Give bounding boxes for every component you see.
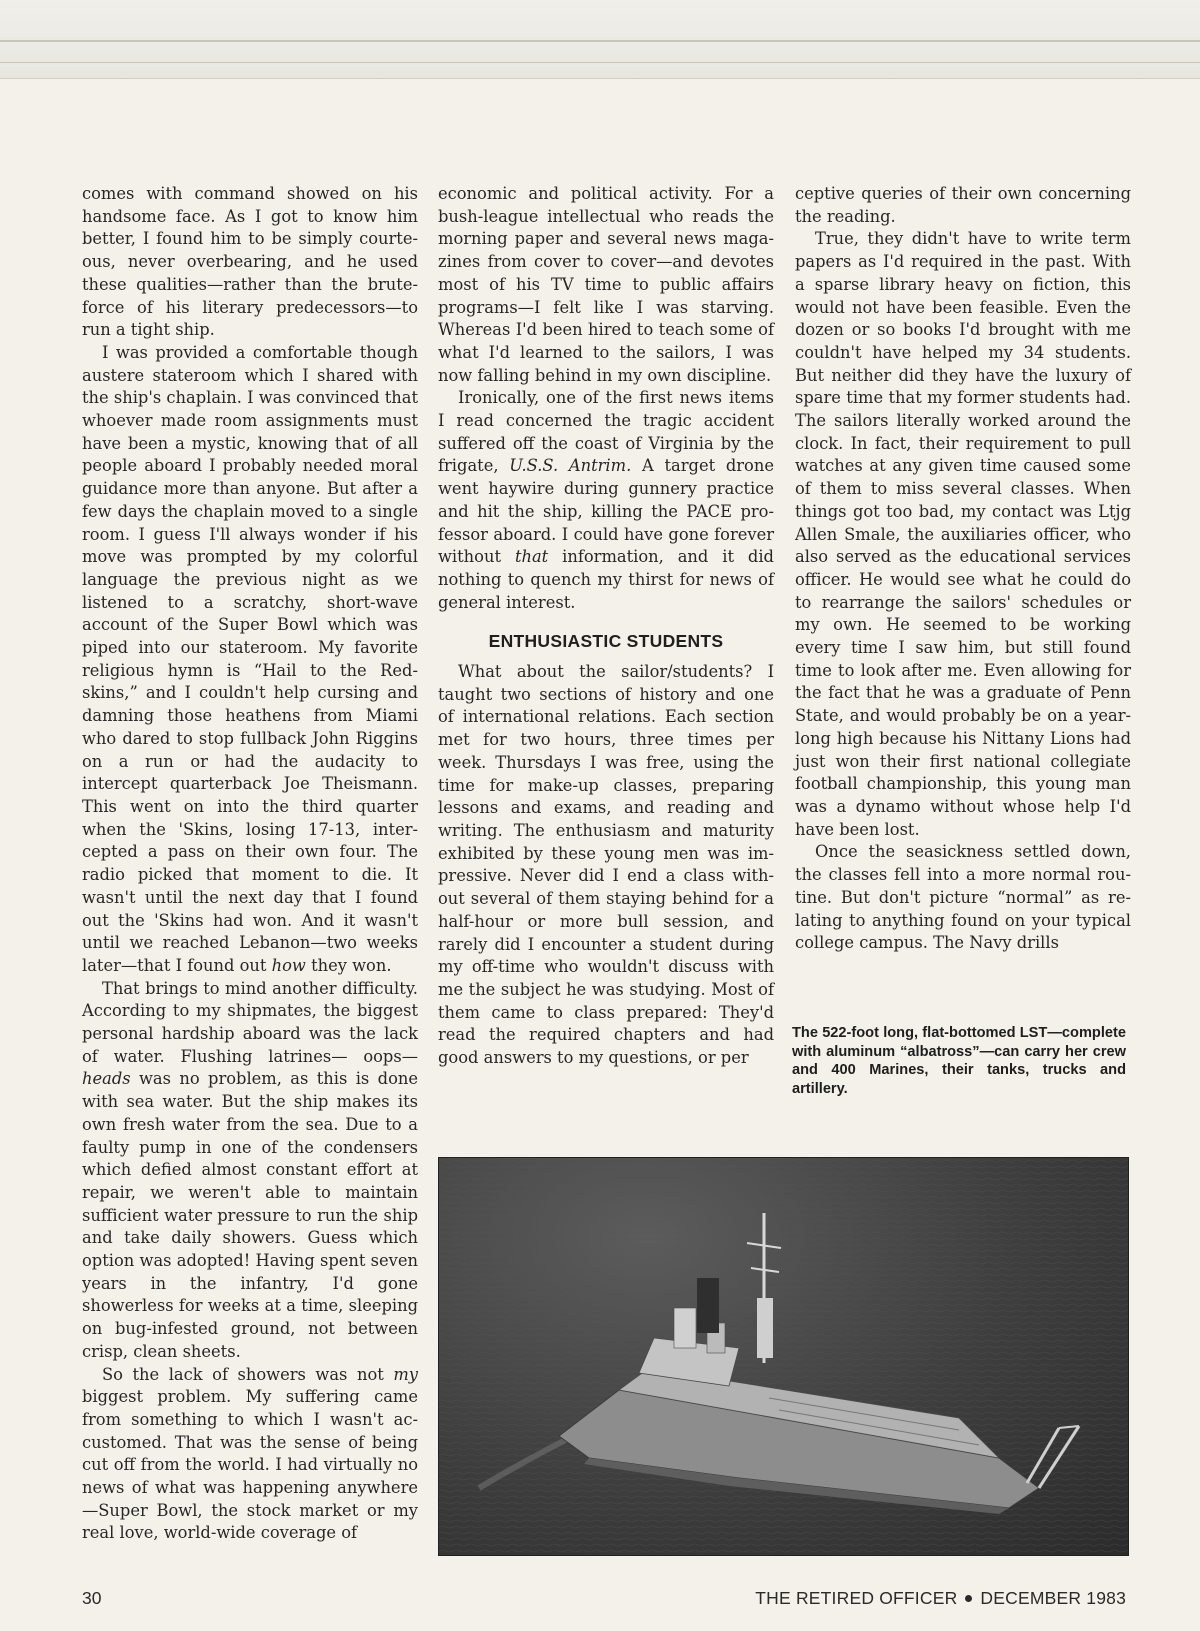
ship-photo bbox=[438, 1157, 1129, 1556]
bullet-icon bbox=[965, 1595, 972, 1602]
top-rule bbox=[0, 40, 1200, 42]
publication-name: THE RETIRED OFFICER bbox=[755, 1588, 958, 1608]
paragraph: True, they didn't have to write term papers as I'd required in the past. With a sparse library heavy on fiction, this would not have been feasible. Even the dozen or so books I'd brought with me couldn't have helped my 34 students. But neither did they have the luxury of spare time that my former students had. The sailors literally worked around the clock. In fact, their requirement to pull watches at any given time caused some of them to miss several classes. When things got too bad, my contact was Ltjg Allen Smale, the auxiliaries officer, who also served as the educational services officer. He would see what he could do to rearrange the sailors' schedules or my own. He seemed to be working every time I saw him, but still found time to look after me. Even allowing for the fact that he was a graduate of Penn State, and would probably be on a year-long high because his Nittany Lions had just won their first national collegiate football championship, this young man was a dynamo without whose help I'd have been lost. bbox=[795, 229, 1131, 839]
lst-ship-illustration bbox=[439, 1158, 1128, 1555]
paragraph: Ironically, one of the first news items I read concerned the tragic accident suffered off the coast of Virginia by the frigate, U.S.S. Antrim. A target drone went haywire during gunnery practice and hit the ship, killing the PACE professor aboard. I could have gone forever without that information, and it did nothing to quench my thirst for news of general interest. bbox=[438, 388, 774, 612]
photo-caption: The 522-foot long, flat-bottomed LST—complete with aluminum “albatross”—can carry her crew and 400 Marines, their tanks, trucks and artillery. bbox=[792, 1025, 1126, 1097]
article-column-1 bbox=[82, 183, 418, 1545]
paragraph: Once the seasickness settled down, the classes fell into a more normal routine. But don't picture “normal” as relating to anything found on your typical college campus. The Navy drills bbox=[795, 842, 1131, 953]
article-column-3 bbox=[795, 183, 1131, 955]
running-footer bbox=[728, 1588, 1126, 1609]
paragraph: comes with command showed on his handsome face. As I got to know him better, I found him to be simply courteous, never overbearing, and he used these qualities—rather than the bruteforce of his literary predecessors—to run a tight ship. bbox=[82, 184, 418, 340]
article-column-2 bbox=[438, 183, 774, 1070]
paragraph: ceptive queries of their own concerning the reading. bbox=[795, 184, 1131, 226]
paragraph: I was provided a comfortable though austere stateroom which I shared with the ship's chaplain. I was convinced that whoever made room assignments must have been a mystic, knowing that of all people aboard I probably needed moral guidance more than anyone. But after a few days the chaplain moved to a single room. I guess I'll always wonder if his move was prompted by my colorful language the previous night as we listened to a scratchy, short-wave account of the Super Bowl which was piped into our stateroom. My favorite religious hymn is “Hail to the Redskins,” and I couldn't help cursing and damning those heathens from Miami who dared to stop fullback John Riggins on a run or had the audacity to intercept quarterback Joe Theismann. This went on into the third quarter when the 'Skins, losing 17-13, intercepted a pass on their own four. The radio picked that moment to die. It wasn't until the next day that I found out the 'Skins had won. And it wasn't until we reached Lebanon—two weeks later—that I found out how they won. bbox=[82, 342, 418, 975]
page-number: 30 bbox=[82, 1588, 102, 1608]
paragraph: What about the sailor/students? I taught two sections of history and one of international relations. Each section met for two hours, three times per week. Thursdays I was free, using the time for make-up classes, preparing lessons and exams, and reading and writing. The enthusiasm and maturity exhibited by these young men was impressive. Never did I end a class without several of them staying behind for a half-hour or more bull session, and rarely did I encounter a student during my off-time who wouldn't discuss with me the subject he was studying. Most of them came to class prepared: They'd read the required chapters and had good answers to my questions, or per bbox=[438, 662, 774, 1068]
top-rule-thin bbox=[0, 62, 1200, 63]
issue-date: DECEMBER 1983 bbox=[980, 1588, 1126, 1608]
paragraph: economic and political activity. For a bush-league intellectual who reads the morning paper and several news magazines from cover to cover—and devotes most of his TV time to public affairs programs—I felt like I was starving. Whereas I'd been hired to teach some of what I'd learned to the sailors, I was now falling behind in my own discipline. bbox=[438, 184, 774, 385]
section-heading: ENTHUSIASTIC STUDENTS bbox=[488, 631, 724, 652]
paragraph: So the lack of showers was not my biggest problem. My suffering came from something to which I wasn't accustomed. That was the sense of being cut off from the world. I had virtually no news of what was happening anywhere—Super Bowl, the stock market or my real love, world-wide coverage of bbox=[82, 1364, 418, 1543]
paragraph: That brings to mind another difficulty. According to my shipmates, the biggest personal hardship aboard was the lack of water. Flushing latrines— oops—heads was no problem, as this is done with sea water. But the ship makes its own fresh water from the sea. Due to a faulty pump in one of the condensers which defied almost constant effort at repair, we weren't able to maintain sufficient water pressure to run the ship and take daily showers. Guess which option was adopted! Having spent seven years in the infantry, I'd gone showerless for weeks at a time, sleeping on bug-infested ground, not between crisp, clean sheets. bbox=[82, 978, 418, 1361]
page-top-band bbox=[0, 0, 1200, 79]
